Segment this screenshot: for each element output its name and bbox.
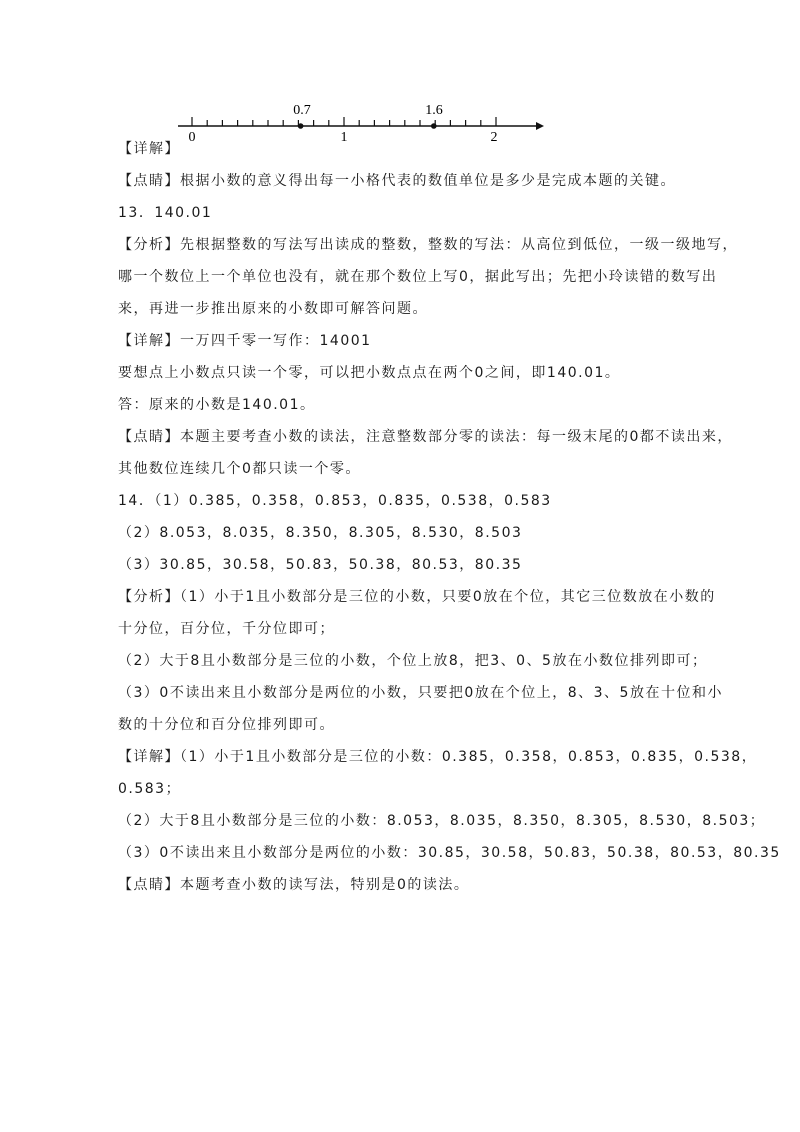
- text-line: 【点睛】本题考查小数的读写法，特别是0的读法。: [118, 877, 470, 893]
- text-line: （3）30.85，30.58，50.83，50.38，80.53，80.35: [118, 557, 523, 573]
- text-line: 【点睛】本题主要考查小数的读法，注意整数部分零的读法：每一级末尾的0都不读出来，: [118, 429, 733, 445]
- text-line: 13．140.01: [118, 205, 213, 221]
- text-line: 来，再进一步推出原来的小数即可解答问题。: [118, 301, 428, 317]
- text-line: 【分析】先根据整数的写法写出读成的整数，整数的写法：从高位到低位，一级一级地写，: [118, 237, 738, 253]
- point-b-dot: [431, 123, 437, 129]
- text-line: 14．（1）0.385，0.358，0.853，0.835，0.538，0.583: [118, 493, 552, 509]
- label-point-b: 1.6: [425, 103, 443, 118]
- text-line: 【详解】: [118, 141, 180, 157]
- point-a-dot: [298, 123, 304, 129]
- label-zero: 0: [188, 130, 196, 145]
- text-line: 0.583；: [118, 781, 182, 797]
- label-point-a: 0.7: [293, 103, 311, 118]
- text-line: 哪一个数位上一个单位也没有，就在那个数位上写0，据此写出；先把小玲读错的数写出: [118, 269, 718, 285]
- text-line: （3）0不读出来且小数部分是两位的小数，只要把0放在个位上，8、3、5放在十位和小: [118, 685, 723, 701]
- label-two: 2: [490, 130, 498, 145]
- text-line: 其他数位连续几个0都只读一个零。: [118, 461, 361, 477]
- text-line: 答：原来的小数是140.01。: [118, 397, 316, 413]
- solution-text: [118, 136, 781, 904]
- text-line: 【分析】（1）小于1且小数部分是三位的小数，只要0放在个位，其它三位数放在小数的: [118, 589, 716, 605]
- label-one: 1: [340, 130, 348, 145]
- number-line-ticks: [192, 117, 496, 126]
- text-line: （2）8.053，8.035，8.350，8.305，8.530，8.503: [118, 525, 523, 541]
- text-line: （2）大于8且小数部分是三位的小数，个位上放8，把3、0、5放在小数位排列即可；: [118, 653, 708, 669]
- text-line: 数的十分位和百分位排列即可。: [118, 717, 335, 733]
- text-line: （2）大于8且小数部分是三位的小数：8.053，8.035，8.350，8.305，8.530，8.503；: [118, 813, 766, 829]
- text-line: 十分位，百分位，千分位即可；: [118, 621, 335, 637]
- text-line: 【详解】（1）小于1且小数部分是三位的小数：0.385，0.358，0.853，0.835，0.538，: [118, 749, 758, 765]
- text-line: （3）0不读出来且小数部分是两位的小数：30.85，30.58，50.83，50.38，80.53，80.35: [118, 845, 781, 861]
- text-line: 【点睛】根据小数的意义得出每一小格代表的数值单位是多少是完成本题的关键。: [118, 173, 676, 189]
- text-line: 要想点上小数点只读一个零，可以把小数点点在两个0之间，即140.01。: [118, 365, 621, 381]
- number-line-arrow-icon: [536, 122, 544, 130]
- text-line: 【详解】一万四千零一写作：14001: [118, 333, 372, 349]
